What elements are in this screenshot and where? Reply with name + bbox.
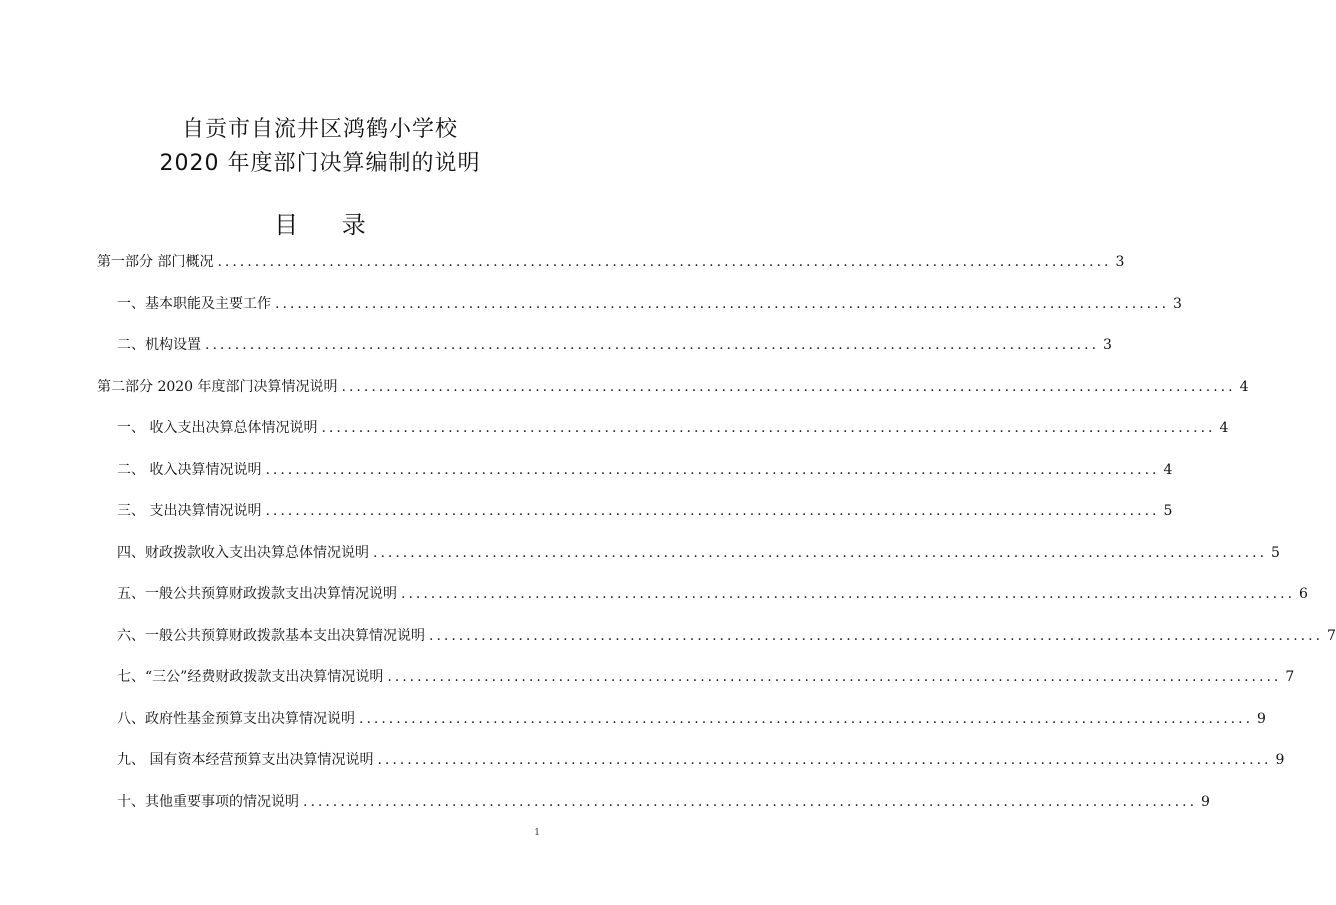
toc-entry-label: 第二部分 2020 年度部门决算情况说明 xyxy=(97,378,338,395)
toc-entry-page: 3 xyxy=(1173,295,1182,312)
toc-leader-dots: ........................................................................................................................ xyxy=(265,503,1160,519)
toc-leader-dots: ........................................................................................................................ xyxy=(429,627,1324,644)
toc-entry-label: 四、财政拨款收入支出决算总体情况说明 xyxy=(117,544,369,561)
toc-entry[interactable] xyxy=(117,791,1210,813)
toc-entry-page: 4 xyxy=(1219,420,1229,436)
toc-entry-label: 一、 收入支出决算总体情况说明 xyxy=(117,420,318,436)
toc-entry[interactable] xyxy=(117,749,1285,771)
toc-entry[interactable] xyxy=(117,708,1266,730)
toc-entry[interactable] xyxy=(117,417,1229,439)
toc-entry-page: 6 xyxy=(1299,586,1308,602)
toc-entry-page: 9 xyxy=(1257,710,1266,727)
toc-entry-label: 三、 支出决算情况说明 xyxy=(117,503,262,519)
toc-leader-dots: ........................................................................................................................ xyxy=(373,544,1268,561)
toc-entry-label: 十、其他重要事项的情况说明 xyxy=(117,793,299,810)
toc-entry-label: 九、 国有资本经营预算支出决算情况说明 xyxy=(117,752,374,768)
toc-entry-label: 五、一般公共预算财政拨款支出决算情况说明 xyxy=(117,586,397,602)
document-subtitle: 2020 年度部门决算编制的说明 xyxy=(159,151,481,176)
toc-entry[interactable] xyxy=(117,293,1182,315)
toc-leader-dots: ........................................................................................................................ xyxy=(265,461,1160,478)
toc-entry-label: 八、政府性基金预算支出决算情况说明 xyxy=(117,710,355,727)
toc-leader-dots: ........................................................................................................................ xyxy=(387,669,1282,685)
toc-leader-dots: ........................................................................................................................ xyxy=(401,586,1296,602)
toc-leader-dots: ........................................................................................................................ xyxy=(205,337,1100,353)
toc-entry-label: 六、一般公共预算财政拨款基本支出决算情况说明 xyxy=(117,627,425,644)
toc-entry[interactable] xyxy=(97,376,1249,398)
toc-leader-dots: ........................................................................................................................ xyxy=(275,295,1170,312)
toc-entry-page: 3 xyxy=(1103,337,1112,353)
toc-entry-page: 4 xyxy=(1163,461,1173,478)
toc-entry-label: 一、基本职能及主要工作 xyxy=(117,295,271,312)
toc-entry-page: 5 xyxy=(1163,503,1173,519)
toc-leader-dots: ........................................................................................................................ xyxy=(303,793,1198,810)
toc-entry[interactable] xyxy=(117,334,1112,356)
toc-entry[interactable] xyxy=(117,500,1173,522)
document-title: 自贡市自流井区鸿鹤小学校 xyxy=(181,117,458,142)
toc-entry[interactable] xyxy=(117,625,1336,647)
toc-entry-page: 7 xyxy=(1285,669,1295,685)
toc-entry[interactable] xyxy=(117,583,1308,605)
toc-entry-label: 二、 收入决算情况说明 xyxy=(117,461,262,478)
toc-entry-page: 3 xyxy=(1115,254,1125,270)
page-number: 1 xyxy=(534,828,540,838)
toc-entry[interactable] xyxy=(117,542,1280,564)
toc-entry-label: 七、“三公”经费财政拨款支出决算情况说明 xyxy=(117,669,384,685)
toc-entry-page: 4 xyxy=(1239,378,1249,395)
toc-entry-page: 9 xyxy=(1275,752,1285,768)
toc-heading: 目 录 xyxy=(274,211,384,239)
toc-entry-page: 5 xyxy=(1271,544,1280,561)
toc-entry-page: 7 xyxy=(1327,627,1336,644)
toc-leader-dots: ........................................................................................................................ xyxy=(217,254,1112,270)
toc-entry[interactable] xyxy=(117,459,1173,481)
toc-entry-label: 二、机构设置 xyxy=(117,337,201,353)
toc-entry[interactable] xyxy=(117,666,1295,688)
toc-leader-dots: ........................................................................................................................ xyxy=(359,710,1254,727)
toc-leader-dots: ........................................................................................................................ xyxy=(377,752,1272,768)
toc-leader-dots: ........................................................................................................................ xyxy=(341,378,1236,395)
toc-leader-dots: ........................................................................................................................ xyxy=(321,420,1216,436)
toc-entry-label: 第一部分 部门概况 xyxy=(97,254,214,270)
toc-entry[interactable] xyxy=(97,251,1125,273)
toc-entry-page: 9 xyxy=(1201,793,1210,810)
